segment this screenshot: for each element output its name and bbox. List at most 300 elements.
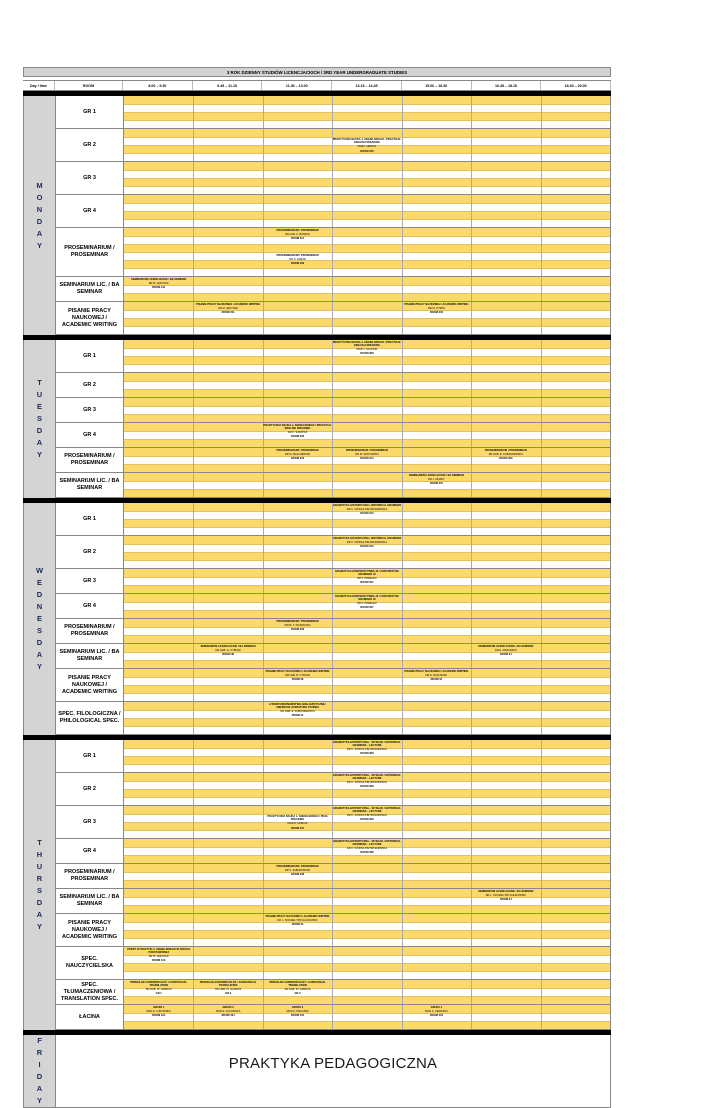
slot-divider: [471, 702, 472, 734]
room-label: SEMINARIUM LIC. / BA SEMINAR: [56, 889, 124, 913]
room-row: [56, 340, 610, 373]
header-slot: 13.15 – 14.45: [332, 81, 402, 90]
slot-divider: [332, 373, 333, 397]
slot-divider: [471, 806, 472, 838]
timetable-title: 3 ROK DZIENNY STUDIÓW LICENCJACKICH / 3RD YEAR UNDERGRADUATE STUDIES: [23, 67, 611, 77]
slot-stripe: [124, 481, 610, 489]
slot-divider: [541, 423, 542, 447]
slot-divider: [541, 773, 542, 805]
class-teacher: DR M. JEDYNAK: [148, 954, 169, 958]
class-room: ROOM 315: [429, 481, 443, 485]
slot-grid: [124, 302, 610, 334]
slot-divider: [541, 644, 542, 668]
class-teacher: DR P. PAWELEC: [357, 576, 377, 580]
day-block-monday: [23, 96, 611, 335]
slot-divider: [541, 228, 542, 276]
slot-divider: [471, 536, 472, 568]
class-title: PRZEKŁAD AUDIOWIZUALNY / AUDIOVISUAL TRANSLATION: [130, 980, 188, 987]
class-room: ROOM 313: [360, 511, 374, 515]
slot-divider: [402, 980, 403, 1004]
slot-stripe: [124, 277, 610, 285]
class-room: ROOM 308: [360, 352, 374, 356]
class-teacher: DR HAB. G. CYBUSZ: [215, 648, 241, 652]
class-teacher: DR HAB. E. KOBASZEWSKA: [488, 452, 523, 456]
room-label: SPEC. FILOLOGICZNA / PHILOLOGICAL SPEC.: [56, 702, 124, 734]
class-title: PRZEKŁAD AUDIOWIZUALNY / AUDIOVISUAL TRANSLATION: [269, 980, 326, 987]
class-teacher: DR K. SÓWKA-PIETRASZEWSKA: [346, 846, 388, 850]
class-room: ROOM 311: [291, 236, 305, 240]
slot-divider: [471, 423, 472, 447]
class-room: GR 2: [225, 992, 232, 996]
class-room: ROOM 308: [360, 851, 374, 855]
slot-stripe: [124, 938, 610, 946]
class-room: ROOM 404: [290, 1013, 305, 1017]
class-entry[interactable]: [124, 981, 193, 1006]
class-title: SEMINARIUM LICENCJACKIE / BA SEMINAR: [408, 473, 464, 477]
room-label: PISANIE PRACY NAUKOWEJ / ACADEMIC WRITING: [56, 914, 124, 946]
class-title: PROSEMINARIUM / PROSEMINAR: [276, 254, 319, 257]
slot-grid: [124, 669, 610, 701]
class-title: GRAMATYKA KONTRASTYWNA J2 / CONTRASTIVE GRAMMAR J2: [335, 569, 399, 576]
room-label: ŁACINA: [56, 1005, 124, 1029]
room-row: [56, 980, 610, 1005]
class-title: PISANIE PRACY NAUKOWEJ / ACADEMIC WRITING: [404, 302, 469, 306]
slot-divider: [193, 889, 194, 913]
class-title: SEMINARIUM LICENCJACKIE / BA SEMINAR: [478, 644, 534, 648]
day-letter: A: [36, 910, 43, 919]
class-entry[interactable]: [263, 254, 332, 279]
day-letter: D: [36, 638, 43, 647]
class-entry[interactable]: [263, 915, 332, 948]
class-entry[interactable]: [193, 981, 262, 1006]
class-room: ROOM 311: [221, 310, 235, 314]
class-room: ROOM 316: [290, 456, 305, 460]
room-label: GR 1: [56, 740, 124, 772]
day-letter: S: [36, 886, 42, 895]
slot-grid: [124, 536, 610, 568]
slot-stripe: [124, 914, 610, 922]
slot-stripe: [124, 104, 610, 112]
slot-divider: [332, 277, 333, 301]
class-room: ROOM 311: [152, 285, 166, 289]
class-entry[interactable]: [332, 570, 401, 595]
day-letter: D: [36, 216, 43, 226]
class-entry[interactable]: [471, 449, 540, 474]
slot-divider: [193, 398, 194, 422]
slot-divider: [402, 423, 403, 447]
class-entry[interactable]: [263, 1006, 332, 1031]
room-row: [56, 669, 610, 702]
class-entry[interactable]: [193, 645, 262, 670]
class-entry[interactable]: [263, 981, 332, 1006]
slot-divider: [471, 302, 472, 334]
class-entry[interactable]: [332, 504, 401, 537]
slot-divider: [263, 503, 264, 535]
slot-divider: [402, 864, 403, 888]
class-title: PODST. DYDAKTYKI J. ANGIELSKIEGO W SZKOLE PODSTAWOWEJ: [127, 947, 191, 954]
slot-stripe: [124, 880, 610, 888]
room-label: GR 2: [56, 129, 124, 161]
slot-divider: [263, 773, 264, 805]
class-entry[interactable]: [332, 138, 401, 163]
room-row: [56, 536, 610, 569]
slot-divider: [471, 162, 472, 194]
slot-divider: [471, 340, 472, 372]
slot-grid: [124, 980, 610, 1004]
slot-divider: [541, 302, 542, 334]
slot-grid: [124, 773, 610, 805]
day-letter: D: [36, 590, 43, 599]
room-label: GR 1: [56, 96, 124, 128]
room-label: GR 2: [56, 773, 124, 805]
slot-divider: [332, 96, 333, 128]
slot-stripe: [124, 702, 610, 710]
class-teacher: DR K. SÓWKA-PIETRASZEWSKA: [346, 507, 388, 511]
day-letter: Y: [36, 922, 42, 931]
slot-grid: [124, 740, 610, 772]
slot-stripe: [124, 389, 610, 397]
room-label: SEMINARIUM LIC. / BA SEMINAR: [56, 277, 124, 301]
slot-divider: [263, 96, 264, 128]
slot-grid: [124, 423, 610, 447]
class-entry[interactable]: [332, 449, 401, 474]
slot-divider: [402, 448, 403, 472]
room-label: GR 4: [56, 839, 124, 863]
class-entry[interactable]: [263, 703, 332, 736]
day-letter: M: [36, 180, 43, 190]
header-slot: 11.30 – 13.00: [262, 81, 332, 90]
class-title: GRAMATYKA KONTRASTYWNA J2 / CONTRASTIVE GRAMMAR J2: [335, 594, 399, 601]
class-room: ROOM 314: [360, 456, 374, 460]
class-entry[interactable]: [402, 474, 471, 499]
day-letter: A: [36, 228, 43, 238]
class-title: PISANIE PRACY NAUKOWEJ / ACADEMIC WRITING: [196, 302, 261, 306]
slot-divider: [402, 740, 403, 772]
slot-divider: [541, 473, 542, 497]
slot-divider: [471, 569, 472, 593]
slot-stripe: [124, 489, 610, 497]
class-entry[interactable]: [263, 449, 332, 474]
slot-stripe: [124, 252, 610, 260]
day-letter: A: [36, 650, 43, 659]
day-block-wednesday: [23, 503, 611, 735]
slot-stripe: [124, 693, 610, 701]
class-room: ROOM 313: [360, 544, 374, 548]
class-entry[interactable]: [263, 424, 332, 449]
class-entry[interactable]: [332, 840, 401, 865]
class-title: PRAKTYCZNA NAUKA J. ANGIELSKIEGO / PRACTICAL ENGLISH SPEAKING: [332, 340, 402, 347]
class-entry[interactable]: [332, 774, 401, 807]
class-entry[interactable]: [124, 1006, 193, 1031]
slot-divider: [471, 947, 472, 979]
class-entry[interactable]: [263, 620, 332, 645]
slot-stripe: [124, 619, 610, 627]
header-day-time: Day / time: [23, 81, 55, 90]
class-entry[interactable]: [402, 1006, 471, 1031]
slot-divider: [263, 473, 264, 497]
class-entry[interactable]: [332, 741, 401, 774]
slot-divider: [541, 503, 542, 535]
slot-stripe: [124, 178, 610, 186]
slot-divider: [193, 839, 194, 863]
class-teacher: DR M. LITWIN: [427, 306, 445, 310]
slot-divider: [471, 503, 472, 535]
slot-divider: [541, 594, 542, 618]
slot-stripe: [124, 285, 610, 293]
class-entry[interactable]: [263, 670, 332, 703]
slot-grid: [124, 473, 610, 497]
slot-divider: [471, 839, 472, 863]
day-letter: O: [36, 192, 43, 202]
slot-grid: [124, 1005, 610, 1029]
slot-divider: [402, 806, 403, 838]
slot-stripe: [124, 864, 610, 872]
class-entry[interactable]: [193, 303, 262, 336]
class-teacher: MGR E. ŁUKOWSKA: [215, 1009, 241, 1013]
slot-divider: [402, 914, 403, 946]
class-entry[interactable]: [471, 890, 540, 915]
slot-divider: [193, 423, 194, 447]
slot-divider: [541, 914, 542, 946]
class-room: ROOM 311: [291, 826, 305, 830]
slot-divider: [332, 914, 333, 946]
day-letter: U: [36, 862, 43, 871]
class-room: ROOM 404: [429, 1013, 443, 1017]
day-letter: W: [35, 566, 44, 575]
slot-grid: [124, 503, 610, 535]
class-teacher: DR K. SÓWKA-PIETRASZEWSKA: [346, 813, 388, 817]
slot-divider: [263, 740, 264, 772]
class-teacher: DR S. ZABOROWSKI: [284, 868, 311, 872]
slot-divider: [402, 839, 403, 863]
room-row: [56, 864, 610, 889]
slot-divider: [263, 889, 264, 913]
slot-divider: [402, 594, 403, 618]
class-room: ROOM 308: [360, 818, 374, 822]
class-entry[interactable]: [332, 807, 401, 840]
class-room: GR 1: [155, 992, 162, 996]
slot-divider: [193, 129, 194, 161]
class-title: PISANIE PRACY NAUKOWEJ / ACADEMIC WRITING: [404, 669, 469, 673]
slot-divider: [332, 669, 333, 701]
class-entry[interactable]: [471, 645, 540, 670]
slot-stripe: [124, 186, 610, 194]
slot-divider: [263, 340, 264, 372]
class-entry[interactable]: [402, 670, 471, 703]
friday-note: PRAKTYKA PEDAGOGICZNA: [228, 1055, 438, 1072]
day-letter: N: [36, 602, 43, 611]
room-row: [56, 806, 610, 839]
day-letter: A: [36, 1084, 43, 1093]
slot-divider: [193, 740, 194, 772]
slot-stripe: [124, 439, 610, 447]
slot-divider: [332, 947, 333, 979]
class-entry[interactable]: [193, 1006, 262, 1031]
class-title: GRUPA 2: [222, 1005, 234, 1009]
class-title: LITERATUROZNAWSTWO ANGLOJĘZYCZNE / AMERICAN LITERATURE STUDIES: [269, 702, 327, 709]
class-room: ROOM 307: [360, 606, 374, 610]
room-label: GR 3: [56, 569, 124, 593]
room-label: PROSEMINARIUM / PROSEMINAR: [56, 864, 124, 888]
slot-divider: [402, 619, 403, 643]
day-block-tuesday: [23, 340, 611, 498]
room-label: GR 2: [56, 373, 124, 397]
slot-stripe: [124, 211, 610, 219]
class-entry[interactable]: [332, 341, 401, 374]
class-entry[interactable]: [263, 229, 332, 254]
slot-stripe: [124, 170, 610, 178]
class-title: SEMINARIUM LICENCJACKIE / BA SEMINAR: [200, 644, 256, 648]
day-rows: [56, 96, 610, 335]
slot-stripe: [124, 922, 610, 930]
class-title: GRAMATYKA HISTORYCZNA – WYKŁAD / HISTORICAL GRAMMAR – LECTURE: [332, 740, 401, 747]
class-room: ROOM 38: [222, 652, 234, 656]
day-rows: [56, 740, 610, 1030]
slot-grid: [124, 340, 610, 372]
class-entry[interactable]: [332, 595, 401, 620]
slot-divider: [263, 277, 264, 301]
class-teacher: DR S. ZABOR: [289, 258, 306, 262]
day-letter: U: [36, 390, 43, 399]
slot-grid: [124, 162, 610, 194]
room-label: SEMINARIUM LIC. / BA SEMINAR: [56, 473, 124, 497]
class-room: ROOM 34: [291, 922, 304, 926]
class-title: SEMINARIUM LICENCJACKIE / BA SEMINAR: [131, 277, 187, 281]
slot-divider: [263, 398, 264, 422]
slot-stripe: [124, 244, 610, 252]
slot-divider: [193, 448, 194, 472]
class-title: PROSEMINARIUM / PROSEMINAR: [276, 228, 319, 232]
slot-stripe: [124, 930, 610, 938]
class-title: PROSEMINARIUM / PROSEMINAR: [276, 619, 319, 623]
day-letter: R: [36, 1048, 43, 1057]
class-teacher: DR L. SOCZEK-TRYCHLIKOWSKI: [485, 893, 526, 897]
class-entry[interactable]: [332, 537, 401, 570]
class-teacher: DR K. SÓWKA-PIETRASZEWSKA: [346, 780, 388, 784]
room-label: GR 3: [56, 806, 124, 838]
slot-divider: [541, 740, 542, 772]
slot-divider: [193, 96, 194, 128]
day-label: [24, 1035, 56, 1107]
day-block-thursday: [23, 740, 611, 1030]
room-row: [56, 448, 610, 473]
slot-divider: [263, 195, 264, 227]
slot-divider: [541, 947, 542, 979]
slot-divider: [541, 669, 542, 701]
slot-divider: [193, 569, 194, 593]
class-teacher: DR HAB. W. GARDAS: [284, 987, 311, 991]
day-letter: S: [36, 626, 42, 635]
slot-divider: [541, 277, 542, 301]
slot-divider: [402, 644, 403, 668]
slot-grid: [124, 594, 610, 618]
day-letter: Y: [36, 450, 42, 459]
day-letter: I: [38, 1060, 41, 1069]
slot-grid: [124, 864, 610, 888]
slot-stripe: [124, 268, 610, 276]
class-entry[interactable]: [402, 303, 471, 336]
slot-grid: [124, 448, 610, 472]
class-teacher: MGR E. ŁUKOWSKA: [146, 1009, 172, 1013]
slot-grid: [124, 889, 610, 913]
room-row: [56, 569, 610, 594]
class-entry[interactable]: [263, 865, 332, 890]
slot-grid: [124, 644, 610, 668]
class-room: GR 3: [294, 992, 301, 996]
room-label: PISANIE PRACY NAUKOWEJ / ACADEMIC WRITING: [56, 302, 124, 334]
room-row: [56, 644, 610, 669]
class-room: ROOM 309: [499, 456, 513, 460]
slot-grid: [124, 702, 610, 734]
day-rows: [56, 340, 610, 498]
slot-stripe: [124, 669, 610, 677]
slot-stripe: [124, 203, 610, 211]
header-slot: 18.30 – 20.00: [541, 81, 611, 90]
day-letter: Y: [36, 662, 42, 671]
class-entry[interactable]: [124, 948, 193, 981]
slot-stripe: [124, 963, 610, 971]
room-label: SEMINARIUM LIC. / BA SEMINAR: [56, 644, 124, 668]
slot-stripe: [124, 293, 610, 301]
room-label: GR 3: [56, 162, 124, 194]
slot-divider: [263, 569, 264, 593]
day-letter: Y: [36, 1096, 42, 1105]
class-teacher: DR HAB. E. KOBASZEWSKA: [280, 709, 315, 713]
slot-divider: [471, 740, 472, 772]
slot-divider: [541, 980, 542, 1004]
room-label: SPEC. NAUCZYCIELSKA: [56, 947, 124, 979]
slot-grid: [124, 914, 610, 946]
timetable-sheet: [23, 67, 611, 1108]
room-row: [56, 740, 610, 773]
slot-divider: [471, 594, 472, 618]
day-rows: [56, 503, 610, 735]
class-entry[interactable]: [124, 278, 193, 303]
slot-stripe: [124, 423, 610, 431]
slot-divider: [402, 536, 403, 568]
room-label: GR 4: [56, 594, 124, 618]
slot-divider: [193, 594, 194, 618]
slot-stripe: [124, 219, 610, 227]
slot-stripe: [124, 971, 610, 979]
class-teacher: DR L. SOCZEK-TRYCHLIKOWSKI: [277, 918, 318, 922]
slot-divider: [541, 373, 542, 397]
class-teacher: MGR K. HORCIK: [287, 822, 308, 826]
slot-divider: [193, 864, 194, 888]
class-title: PROSEMINARIUM / PROSEMINAR: [276, 448, 319, 452]
class-entry[interactable]: [263, 815, 332, 840]
room-row: [56, 423, 610, 448]
class-title: GRUPA 3: [291, 1005, 304, 1009]
class-room: ROOM 302: [429, 310, 443, 314]
class-teacher: DR HAB. W. GARDAS: [215, 987, 242, 991]
slot-divider: [332, 423, 333, 447]
class-room: ROOM 34: [430, 677, 443, 681]
slot-divider: [541, 889, 542, 913]
slot-divider: [193, 277, 194, 301]
slot-stripe: [124, 398, 610, 406]
class-teacher: DR K. SÓWKA-PIETRASZEWSKA: [346, 540, 388, 544]
slot-divider: [471, 228, 472, 276]
room-label: GR 4: [56, 423, 124, 447]
slot-grid: [124, 806, 610, 838]
slot-divider: [402, 702, 403, 734]
slot-divider: [402, 569, 403, 593]
slot-divider: [193, 947, 194, 979]
class-teacher: DR HAB. A. BUSZKO: [285, 232, 311, 236]
slot-divider: [193, 195, 194, 227]
day-letter: N: [36, 204, 43, 214]
